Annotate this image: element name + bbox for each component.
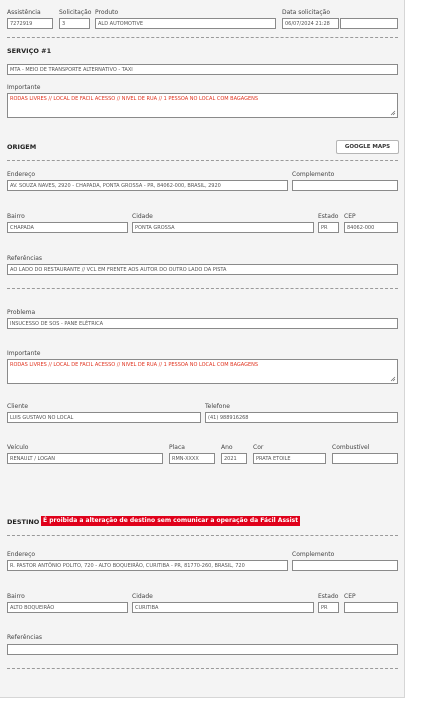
placa-label: Placa (169, 444, 185, 451)
origem-estado-label: Estado (318, 213, 339, 220)
produto-field[interactable]: ALD AUTOMOTIVE (95, 18, 276, 29)
divider (7, 288, 398, 289)
problema-importante-text: RODAS LIVRES // LOCAL DE FACIL ACESSO // NIVEL DE RUA // 1 PESSOA NO LOCAL COM BAGAGENS (10, 362, 259, 368)
destino-referencias-field[interactable] (7, 644, 398, 655)
destino-endereco-label: Endereço (7, 551, 36, 558)
destino-complemento-field[interactable] (292, 560, 398, 571)
destino-estado-label: Estado (318, 593, 339, 600)
origem-estado-field[interactable]: PR (318, 222, 339, 233)
divider (7, 535, 398, 536)
destino-cidade-field[interactable]: CURITIBA (132, 602, 314, 613)
cor-label: Cor (253, 444, 264, 451)
origem-cep-label: CEP (344, 213, 356, 220)
data-extra-field[interactable] (340, 18, 398, 29)
destino-bairro-label: Bairro (7, 593, 25, 600)
origem-endereco-field[interactable]: AV. SOUZA NAVES, 2920 - CHAPADA, PONTA GROSSA - PR, 84062-000, BRASIL, 2920 (7, 180, 288, 191)
servico-importante-textarea[interactable] (7, 93, 398, 118)
assistencia-field[interactable]: 7272919 (7, 18, 53, 29)
cliente-label: Cliente (7, 403, 29, 410)
origem-complemento-label: Complemento (292, 171, 335, 178)
servico-importante-label: Importante (7, 84, 41, 91)
servico-title: SERVIÇO #1 (7, 47, 52, 55)
divider (7, 160, 398, 161)
destino-referencias-label: Referências (7, 634, 42, 641)
destino-warning-badge: É proibida a alteração de destino sem comunicar a operação da Fácil Assist (43, 517, 299, 524)
telefone-field[interactable]: (41) 988916268 (205, 412, 398, 423)
divider (7, 37, 398, 38)
origem-endereco-label: Endereço (7, 171, 36, 178)
problema-field[interactable]: INSUCESSO DE SOS - PANE ELÉTRICA (7, 318, 398, 329)
solicitacao-label: Solicitação (59, 9, 92, 16)
veiculo-field[interactable]: RENAULT / LOGAN (7, 453, 163, 464)
origem-bairro-label: Bairro (7, 213, 25, 220)
ano-field[interactable]: 2021 (221, 453, 247, 464)
solicitacao-field[interactable]: 3 (59, 18, 90, 29)
google-maps-button[interactable]: GOOGLE MAPS (336, 140, 399, 154)
servico-field[interactable]: MTA - MEIO DE TRANSPORTE ALTERNATIVO - TAXI (7, 64, 398, 75)
produto-label: Produto (95, 9, 119, 16)
destino-cep-field[interactable] (344, 602, 398, 613)
combustivel-label: Combustível (332, 444, 370, 451)
problema-importante-textarea[interactable] (7, 359, 398, 384)
origem-bairro-field[interactable]: CHAPADA (7, 222, 128, 233)
divider (7, 668, 398, 669)
combustivel-field[interactable] (332, 453, 398, 464)
origem-cep-field[interactable]: 84062-000 (344, 222, 398, 233)
telefone-label: Telefone (205, 403, 230, 410)
destino-cep-label: CEP (344, 593, 356, 600)
destino-bairro-field[interactable]: ALTO BOQUEIRÃO (7, 602, 128, 613)
destino-complemento-label: Complemento (292, 551, 335, 558)
destino-estado-field[interactable]: PR (318, 602, 339, 613)
resize-grip-icon[interactable] (390, 376, 396, 382)
problema-label: Problema (7, 309, 36, 316)
origem-cidade-field[interactable]: PONTA GROSSA (132, 222, 314, 233)
resize-grip-icon[interactable] (390, 110, 396, 116)
data-solicitacao-field[interactable]: 06/07/2024 21:28 (282, 18, 339, 29)
origem-complemento-field[interactable] (292, 180, 398, 191)
placa-field[interactable]: RMN-XXXX (169, 453, 215, 464)
ano-label: Ano (221, 444, 233, 451)
origem-referencias-label: Referências (7, 255, 42, 262)
problema-importante-label: Importante (7, 350, 41, 357)
origem-referencias-field[interactable]: AO LADO DO RESTAURANTE // VCL EM FRENTE AOS AUTOR DO OUTRO LADO DA PISTA (7, 264, 398, 275)
destino-endereco-field[interactable]: R. PASTOR ANTÔNIO POLITO, 720 - ALTO BOQUEIRÃO, CURITIBA - PR, 81770-260, BRASIL, 720 (7, 560, 288, 571)
servico-importante-text: RODAS LIVRES // LOCAL DE FACIL ACESSO // NIVEL DE RUA // 1 PESSOA NO LOCAL COM BAGAGENS (10, 96, 259, 102)
data-solicitacao-label: Data solicitação (282, 9, 331, 16)
assistencia-label: Assistência (7, 9, 41, 16)
destino-cidade-label: Cidade (132, 593, 153, 600)
cor-field[interactable]: PRATA ETOILE (253, 453, 326, 464)
origem-title: ORIGEM (7, 143, 37, 151)
origem-cidade-label: Cidade (132, 213, 153, 220)
cliente-field[interactable]: LUIS GUSTAVO NO LOCAL (7, 412, 201, 423)
destino-title: DESTINO (7, 518, 40, 526)
veiculo-label: Veículo (7, 444, 29, 451)
